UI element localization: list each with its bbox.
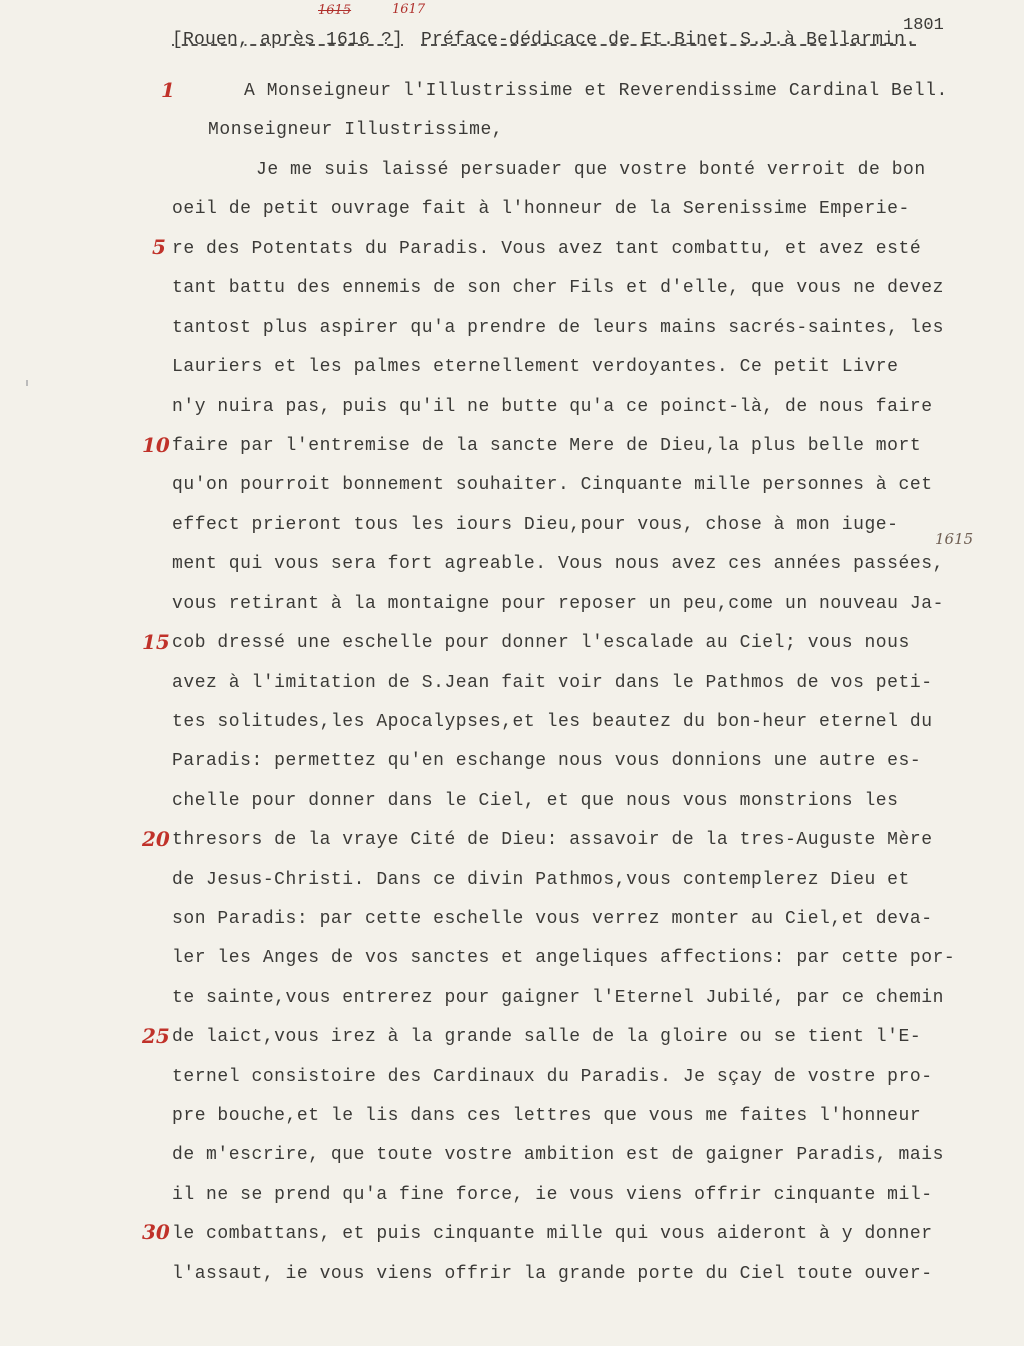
document-header	[172, 30, 1012, 50]
text-line: Monseigneur Illustrissime,	[208, 120, 504, 140]
text-line: de Jesus-Christi. Dans ce divin Pathmos,vous contemplerez Dieu et	[172, 870, 910, 890]
inline-annotation: 1615	[935, 530, 974, 548]
text-line: son Paradis: par cette eschelle vous verrez monter au Ciel,et deva-	[172, 909, 933, 929]
text-line: n'y nuira pas, puis qu'il ne butte qu'a ce poinct-là, de nous faire	[172, 397, 933, 417]
text-line: Paradis: permettez qu'en eschange nous vous donnions une autre es-	[172, 751, 922, 771]
text-line: le combattans, et puis cinquante mille qui vous aideront à y donner	[172, 1224, 933, 1244]
line-number: 15	[142, 630, 170, 654]
text-line: te sainte,vous entrerez pour gaigner l'Eternel Jubilé, par ce chemin	[172, 988, 944, 1008]
text-line: tant battu des ennemis de son cher Fils et d'elle, que vous ne devez	[172, 278, 944, 298]
text-line: tes solitudes,les Apocalypses,et les beautez du bon-heur eternel du	[172, 712, 933, 732]
text-line: faire par l'entremise de la sancte Mere de Dieu,la plus belle mort	[172, 436, 922, 456]
handwritten-date-struck: 1615	[318, 3, 352, 18]
text-line: A Monseigneur l'Illustrissime et Reverendissime Cardinal Bell.	[244, 81, 948, 101]
text-line: de m'escrire, que toute vostre ambition est de gaigner Paradis, mais	[172, 1145, 944, 1165]
text-line: vous retirant à la montaigne pour reposer un peu,come un nouveau Ja-	[172, 594, 944, 614]
text-line: thresors de la vraye Cité de Dieu: assavoir de la tres-Auguste Mère	[172, 830, 933, 850]
text-line: ternel consistoire des Cardinaux du Paradis. Je sçay de vostre pro-	[172, 1067, 933, 1087]
text-line: effect prieront tous les iours Dieu,pour vous, chose à mon iuge-	[172, 515, 899, 535]
folio-number: 1801	[903, 16, 944, 35]
handwritten-date: 1617	[392, 2, 426, 17]
text-line: cob dressé une eschelle pour donner l'escalade au Ciel; vous nous	[172, 633, 910, 653]
text-line: ler les Anges de vos sanctes et angeliques affections: par cette por-	[172, 948, 956, 968]
text-line: l'assaut, ie vous viens offrir la grande porte du Ciel toute ouver-	[172, 1264, 933, 1284]
text-line: Je me suis laissé persuader que vostre bonté verroit de bon	[256, 160, 926, 180]
text-line: avez à l'imitation de S.Jean fait voir dans le Pathmos de vos peti-	[172, 673, 933, 693]
line-number: 1	[161, 78, 175, 102]
line-number: 10	[142, 433, 170, 457]
text-line: Lauriers et les palmes eternellement verdoyantes. Ce petit Livre	[172, 357, 899, 377]
text-line: ment qui vous sera fort agreable. Vous nous avez ces années passées,	[172, 554, 944, 574]
line-number: 25	[142, 1024, 170, 1048]
text-line: il ne se prend qu'a fine force, ie vous viens offrir cinquante mil-	[172, 1185, 933, 1205]
header-title: Préface-dédicace de Et.Binet S.J.à Bellarmin.	[421, 30, 917, 50]
line-number: 20	[142, 827, 170, 851]
text-line: de laict,vous irez à la grande salle de la gloire ou se tient l'E-	[172, 1027, 922, 1047]
text-line: pre bouche,et le lis dans ces lettres que vous me faites l'honneur	[172, 1106, 922, 1126]
text-line: chelle pour donner dans le Ciel, et que nous vous monstrions les	[172, 791, 899, 811]
text-line: oeil de petit ouvrage fait à l'honneur de la Serenissime Emperie-	[172, 199, 910, 219]
text-line: re des Potentats du Paradis. Vous avez tant combattu, et avez esté	[172, 239, 922, 259]
line-number: 5	[152, 235, 166, 259]
text-line: tantost plus aspirer qu'a prendre de leurs mains sacrés-saintes, les	[172, 318, 944, 338]
margin-mark	[26, 380, 28, 386]
text-line: qu'on pourroit bonnement souhaiter. Cinquante mille personnes à cet	[172, 475, 933, 495]
header-location-date: [Rouen, après 1616 ?]	[172, 30, 404, 50]
line-number: 30	[142, 1220, 170, 1244]
